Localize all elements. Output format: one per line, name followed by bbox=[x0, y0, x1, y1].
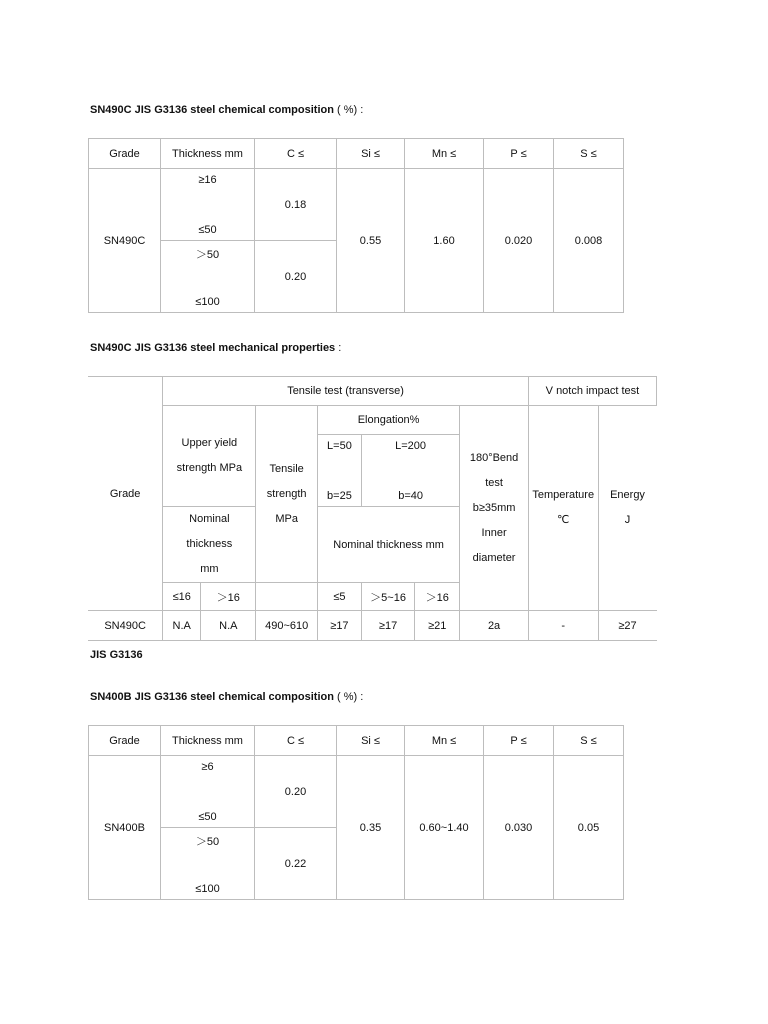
c-value-1: 0.20 bbox=[255, 756, 337, 828]
b40-label: b=40 bbox=[398, 489, 423, 502]
upper-yield-line-2: strength MPa bbox=[176, 462, 243, 474]
c-value-1: 0.18 bbox=[255, 169, 337, 241]
row-elong-gt16: ≥21 bbox=[415, 611, 460, 641]
header-si: Si ≤ bbox=[337, 139, 405, 169]
heading-bold-text: JIS G3136 bbox=[90, 649, 143, 661]
si-value: 0.35 bbox=[337, 756, 405, 900]
p-value: 0.030 bbox=[484, 756, 554, 900]
heading-bold-text: SN490C JIS G3136 steel chemical composition bbox=[90, 104, 334, 116]
sub-header-gt16: ＞16 bbox=[201, 583, 256, 611]
mn-value: 0.60~1.40 bbox=[405, 756, 484, 900]
header-mn: Mn ≤ bbox=[405, 139, 484, 169]
heading-bold-text: SN490C JIS G3136 steel mechanical properties bbox=[90, 342, 336, 354]
header-si: Si ≤ bbox=[337, 726, 405, 756]
grade-header: Grade bbox=[88, 377, 163, 611]
heading-tail-text: ( %) : bbox=[333, 104, 364, 116]
tensile-strength-line-3: MPa bbox=[275, 512, 298, 525]
l200-label: L=200 bbox=[395, 439, 427, 452]
mn-value: 1.60 bbox=[405, 169, 484, 313]
nominal-thickness-header bbox=[163, 507, 256, 583]
thickness-range-2 bbox=[161, 241, 255, 313]
thickness-max: ≤50 bbox=[198, 223, 217, 236]
sn400b-chemical-table bbox=[88, 725, 624, 900]
temperature-line-1: Temperature bbox=[532, 489, 595, 501]
bend-line-3: b≥35mm bbox=[472, 501, 516, 514]
heading-bold-text: SN400B JIS G3136 steel chemical composition bbox=[90, 691, 334, 703]
sn490c-mechanical-table bbox=[88, 376, 657, 641]
header-grade: Grade bbox=[89, 726, 161, 756]
temperature-line-2: ℃ bbox=[557, 514, 570, 526]
sub-header-le5: ≤5 bbox=[317, 583, 361, 611]
thickness-min: ≥6 bbox=[201, 760, 214, 773]
thickness-min: ≥16 bbox=[198, 173, 217, 186]
thickness-range-2 bbox=[161, 828, 255, 900]
row-yield-gt16: N.A bbox=[201, 611, 256, 641]
upper-yield-line-1: Upper yield bbox=[181, 437, 238, 449]
header-c: C ≤ bbox=[255, 726, 337, 756]
sub-header-gt16-elong: ＞16 bbox=[415, 583, 460, 611]
row-tensile-strength: 490~610 bbox=[256, 611, 317, 641]
section-heading-sn490c-chemical bbox=[90, 104, 363, 116]
sn490c-chemical-table bbox=[88, 138, 624, 313]
s-value: 0.008 bbox=[554, 169, 624, 313]
bend-line-5: diameter bbox=[472, 551, 516, 564]
nominal-thickness-line-2: mm bbox=[200, 563, 219, 575]
thickness-range-1 bbox=[161, 756, 255, 828]
header-c: C ≤ bbox=[255, 139, 337, 169]
grade-cell: SN490C bbox=[89, 169, 161, 313]
energy-header bbox=[598, 406, 656, 611]
c-value-2: 0.22 bbox=[255, 828, 337, 900]
impact-test-header: V notch impact test bbox=[528, 377, 656, 406]
thickness-max: ≤100 bbox=[195, 882, 220, 895]
header-p: P ≤ bbox=[484, 726, 554, 756]
si-value: 0.55 bbox=[337, 169, 405, 313]
thickness-max: ≤100 bbox=[195, 295, 220, 308]
energy-line-1: Energy bbox=[610, 489, 645, 501]
heading-tail-text: : bbox=[335, 342, 342, 354]
upper-yield-header bbox=[163, 406, 256, 507]
header-thickness: Thickness mm bbox=[161, 726, 255, 756]
header-s: S ≤ bbox=[554, 139, 624, 169]
heading-tail-text: ( %) : bbox=[333, 691, 364, 703]
energy-line-2: J bbox=[624, 514, 631, 526]
header-s: S ≤ bbox=[554, 726, 624, 756]
tensile-test-header: Tensile test (transverse) bbox=[163, 377, 529, 406]
row-energy: ≥27 bbox=[598, 611, 656, 641]
p-value: 0.020 bbox=[484, 169, 554, 313]
section-heading-sn490c-mechanical bbox=[90, 342, 341, 354]
grade-cell: SN400B bbox=[89, 756, 161, 900]
bend-line-1: 180°Bend bbox=[469, 451, 519, 464]
header-p: P ≤ bbox=[484, 139, 554, 169]
sub-header-le16: ≤16 bbox=[163, 583, 201, 611]
sub-header-empty bbox=[256, 583, 317, 611]
tensile-strength-line-2: strength bbox=[266, 487, 307, 500]
c-value-2: 0.20 bbox=[255, 241, 337, 313]
row-elong-5-16: ≥17 bbox=[361, 611, 414, 641]
header-thickness: Thickness mm bbox=[161, 139, 255, 169]
header-grade: Grade bbox=[89, 139, 161, 169]
section-heading-jis bbox=[90, 649, 143, 661]
bend-test-header bbox=[460, 406, 529, 611]
thickness-min: ＞50 bbox=[195, 248, 220, 261]
s-value: 0.05 bbox=[554, 756, 624, 900]
bend-line-4: Inner bbox=[481, 526, 507, 539]
tensile-strength-header bbox=[256, 406, 317, 583]
row-grade: SN490C bbox=[88, 611, 163, 641]
thickness-max: ≤50 bbox=[198, 810, 217, 823]
header-mn: Mn ≤ bbox=[405, 726, 484, 756]
elongation-header: Elongation% bbox=[317, 406, 459, 435]
thickness-range-1 bbox=[161, 169, 255, 241]
l200-header bbox=[361, 435, 459, 507]
b25-label: b=25 bbox=[327, 489, 352, 502]
row-elong-le5: ≥17 bbox=[317, 611, 361, 641]
tensile-strength-line-1: Tensile bbox=[269, 462, 304, 475]
l50-header bbox=[317, 435, 361, 507]
nominal-thickness-line-1: Nominal thickness bbox=[186, 513, 233, 550]
thickness-min: ＞50 bbox=[195, 835, 220, 848]
row-yield-le16: N.A bbox=[163, 611, 201, 641]
row-bend: 2a bbox=[460, 611, 529, 641]
section-heading-sn400b-chemical bbox=[90, 691, 363, 703]
l50-label: L=50 bbox=[327, 439, 352, 452]
sub-header-5-16: ＞5~16 bbox=[361, 583, 414, 611]
row-temperature: - bbox=[528, 611, 598, 641]
temperature-header bbox=[528, 406, 598, 611]
bend-line-2: test bbox=[485, 476, 503, 489]
elongation-nominal-thickness-header: Nominal thickness mm bbox=[317, 507, 459, 583]
